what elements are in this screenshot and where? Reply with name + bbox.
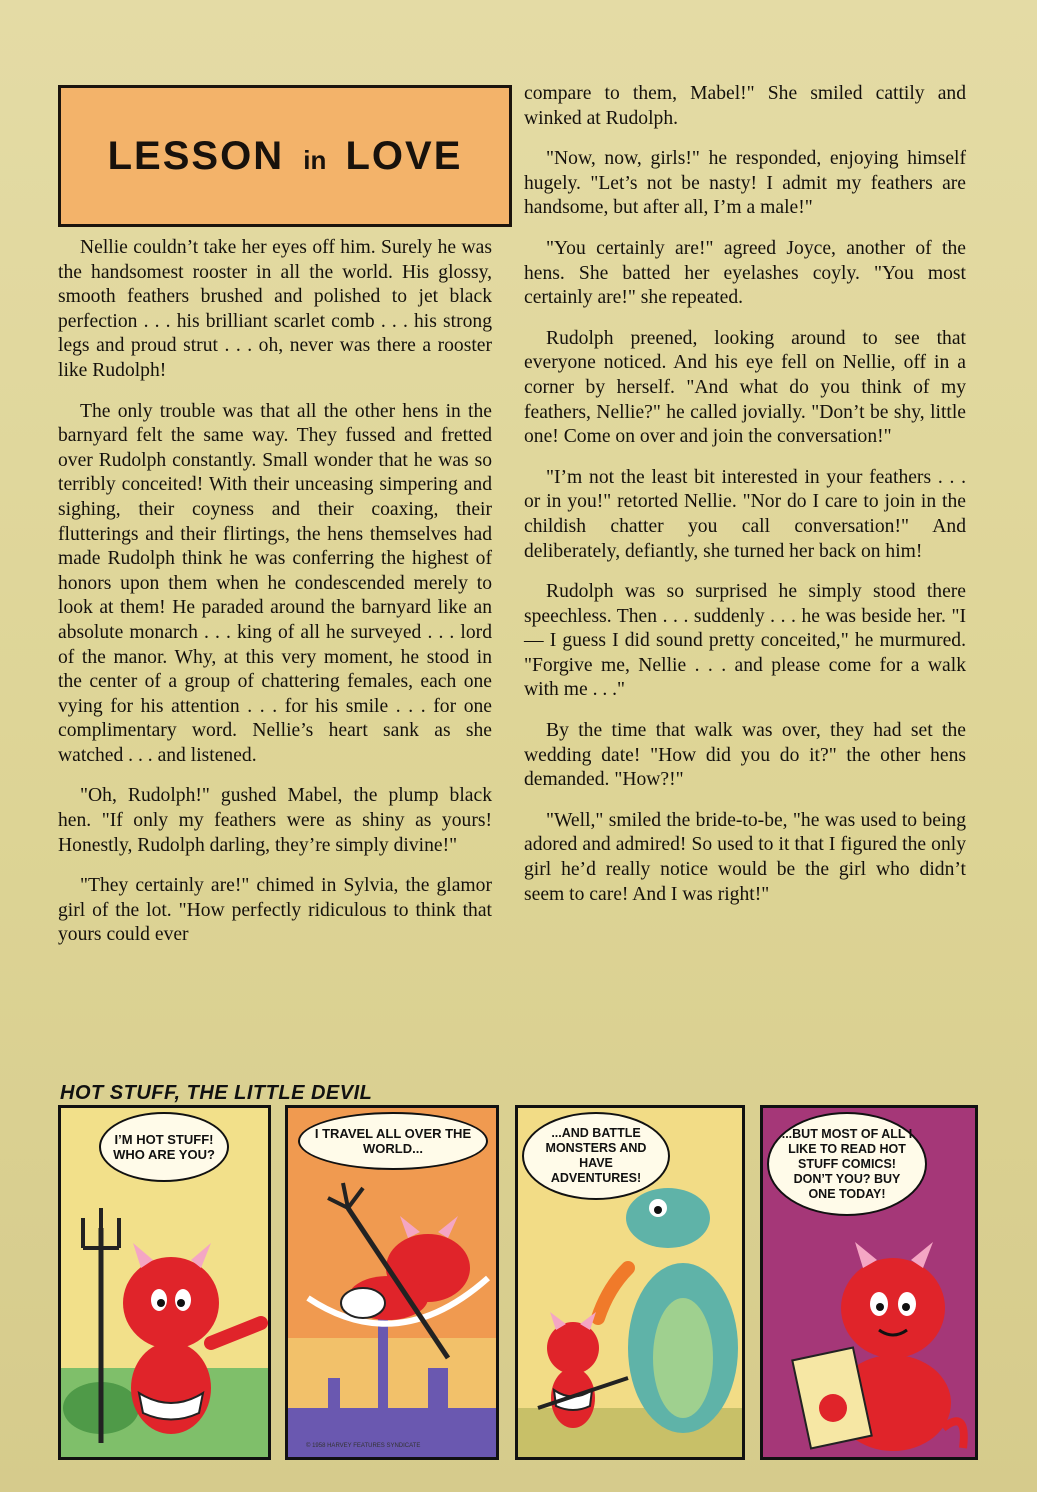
paragraph: The only trouble was that all the other hens in the barnyard felt the same way. They fussed and fretted over Rudolph constantly. Small wonder that he was so terribly conceited! With their unceasing simpering and sighing, their coyness and their coaxing, their flutterings and their flirtings, the hens themselves had made Rudolph think he was conferring the highest of honors upon them when he condescended merely to look at them! He paraded around the barnyard like an absolute monarch . . . king of all he surveyed . . . lord of the manor. Why, at this very moment, he stood in the center of a group of chattering females, each one vying for his attention . . . for his smile . . . for one complimentary word. Nellie’s heart sank as she watched . . . and listened. [58,400,492,766]
right-text-column [524,82,966,923]
speech-bubble-4: ...BUT MOST OF ALL I LIKE TO READ HOT STUFF COMICS! DON’T YOU? BUY ONE TODAY! [767,1112,927,1216]
paragraph: "Now, now, girls!" he responded, enjoying himself hugely. "Let’s not be nasty! I admit my feathers are handsome, but after all, I’m a male!" [524,148,966,219]
comic-panel-2 [285,1105,499,1460]
paragraph: Rudolph preened, looking around to see that everyone noticed. And his eye fell on Nellie, off in a corner by herself. "And what do you think of my feathers, Nellie?" he called jovially. "Don’t be shy, little one! Come on over and join the conversation!" [524,327,966,448]
title-word-love: LOVE [345,133,463,178]
paragraph: By the time that walk was over, they had set the wedding date! "How did you do it?" the other hens demanded. "How?!" [524,720,966,791]
comic-strip-title: HOT STUFF, THE LITTLE DEVIL [60,1082,373,1104]
paragraph: "Oh, Rudolph!" gushed Mabel, the plump black hen. "If only my feathers were as shiny as yours! Honestly, Rudolph darling, they’re simply divine!" [58,785,492,856]
paragraph: Rudolph was so surprised he simply stood there speechless. Then . . . suddenly . . . he was beside her. "I — I guess I did sound pretty conceited," he murmured. "Forgive me, Nellie . . . and please come for a walk with me . . ." [524,581,966,701]
paragraph: "You certainly are!" agreed Joyce, another of the hens. She batted her eyelashes coyly. "You most certainly are!" she repeated. [524,237,966,309]
comic-panel-3 [515,1105,745,1460]
speech-bubble-1: I’M HOT STUFF! WHO ARE YOU? [99,1112,229,1182]
paragraph: "Well," smiled the bride-to-be, "he was used to being adored and admired! So used to it that I figured the only girl he’d really notice would be the girl who didn’t seem to care! And I was right!" [524,809,966,905]
paragraph: compare to them, Mabel!" She smiled cattily and winked at Rudolph. [524,83,966,129]
speech-bubble-3: ...AND BATTLE MONSTERS AND HAVE ADVENTURES! [522,1112,670,1200]
comic-panel-1 [58,1105,271,1460]
title-word-lesson: LESSON [107,133,285,178]
story-title-box [58,85,512,227]
paragraph: "I’m not the least bit interested in your feathers . . . or in you!" retorted Nellie. "Nor do I care to join in the childish chatter you call conversation!" And deliberately, defiantly, she turned her back on him! [524,466,966,562]
story-title [108,134,463,179]
left-text-column [58,236,492,964]
speech-bubble-2: I TRAVEL ALL OVER THE WORLD... [298,1112,488,1170]
title-word-in: in [303,144,327,175]
comic-panel-4 [760,1105,978,1460]
paragraph: Nellie couldn’t take her eyes off him. Surely he was the handsomest rooster in all the world. His glossy, smooth feathers brushed and polished to jet black perfection . . . his brilliant scarlet comb . . . his strong legs and proud strut . . . oh, never was there a rooster like Rudolph! [58,237,492,381]
copyright-notice: © 1958 HARVEY FEATURES SYNDICATE [306,1443,421,1449]
paragraph: "They certainly are!" chimed in Sylvia, the glamor girl of the lot. "How perfectly ridiculous to think that yours could ever [58,875,492,946]
